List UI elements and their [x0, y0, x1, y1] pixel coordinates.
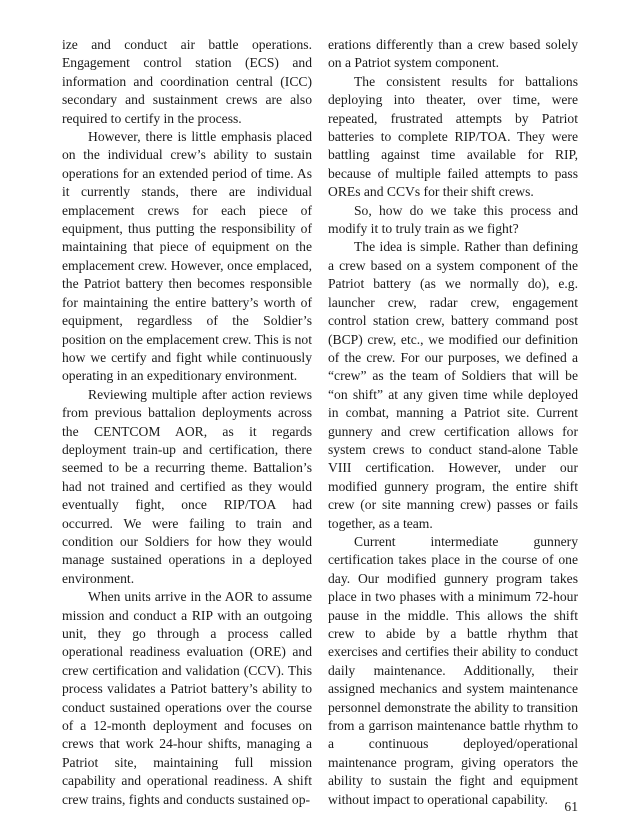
paragraph: erations differently than a crew based solely on a Patriot system component.: [328, 37, 578, 71]
paragraph: So, how do we take this process and modify it to truly train as we fight?: [328, 202, 578, 237]
page-number: 61: [564, 799, 578, 814]
paragraph: ize and conduct air battle operations. Engagement control station (ECS) and information and coordination central (ICC) secondary and sustainment crews are also required to certify in the process.: [62, 37, 312, 126]
left-column: [62, 36, 312, 809]
paragraph: However, there is little emphasis placed on the individual crew’s ability to sustain operations for an extended period of time. As it currently stands, there are individual emplacement crews for each piece of equipment, thus putting the responsibility of maintaining that piece of equipment on the emplacement crew. However, once emplaced, the Patriot battery then becomes responsible for maintaining the entire battery’s worth of equipment, regardless of the Soldier’s position on the emplacement crew. This is not how we certify and fight while continuously operating in an expeditionary environment.: [62, 129, 312, 384]
paragraph: Current intermediate gunnery certification takes place in the course of one day. Our modified gunnery program takes place in two phases with a minimum 72-hour pause in the middle. This allows the shift crew to abide by a battle rhythm that exercises and certifies their ability to conduct daily maintenance. Additionally, their assigned mechanics and system maintenance personnel demonstrate the ability to transition from a garrison maintenance battle rhythm to a continuous deployed/operational maintenance program, giving operators the ability to sustain the fight and equipment without impact to operational capability.: [328, 533, 578, 807]
paragraph: The idea is simple. Rather than defining a crew based on a system component of the Patriot battery (as we normally do), e.g. launcher crew, radar crew, engagement control station crew, battery command post (BCP) crew, etc., we modified our definition of the crew. For our purposes, we defined a “crew” as the team of Soldiers that will be “on shift” at any given time while deployed in combat, manning a Patriot site. Current gunnery and crew certification allows for system crews to conduct stand-alone Table VIII certification. However, under our modified gunnery program, the entire shift crew (or site manning crew) passes or fails together, as a team.: [328, 239, 578, 531]
paragraph: Reviewing multiple after action reviews from previous battalion deployments across the CENTCOM AOR, as it regards deployment train-up and certification, there seemed to be a recurring theme. Battalion’s had not trained and certified as they would eventually fight, once RIP/TOA had occurred. We were failing to train and condition our Soldiers for how they would manage sustained operations in a deployed environment.: [62, 386, 312, 586]
paragraph: The consistent results for battalions deploying into theater, over time, were repeated, frustrated attempts by Patriot batteries to complete RIP/TOA. They were battling against time available for RIP, because of multiple failed attempts to pass OREs and CCVs for their shift crews.: [328, 73, 578, 200]
right-column: [328, 36, 578, 809]
paragraph: When units arrive in the AOR to assume mission and conduct a RIP with an outgoing unit, they go through a process called operational readiness evaluation (ORE) and crew certification and validation (CCV). This process validates a Patriot battery’s ability to conduct sustained operations over the course of a 12-month deployment and focuses on crews that work 24-hour shifts, managing a Patriot site, maintaining full mission capability and operational readiness. A shift crew trains, fights and conducts sustained op-: [62, 589, 312, 807]
